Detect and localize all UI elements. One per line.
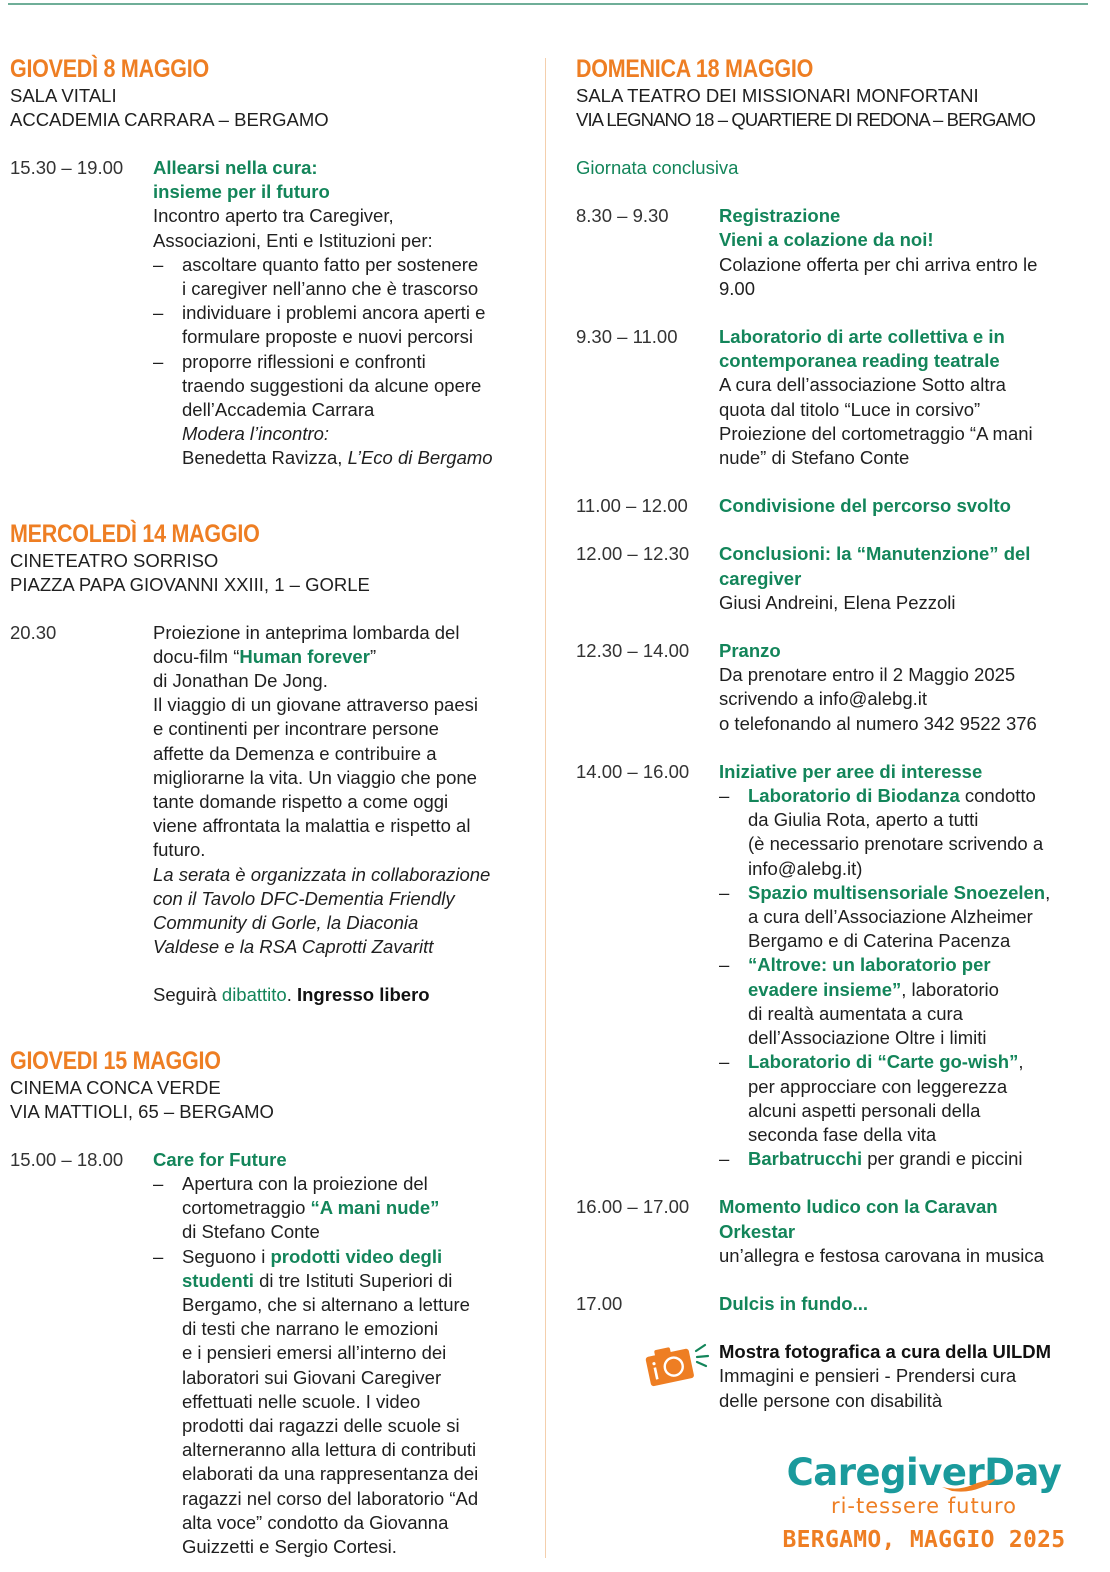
logo-city-date: BERGAMO, MAGGIO 2025: [782, 1527, 1066, 1553]
event-text: Proiezione del cortometraggio “A mani: [719, 422, 1033, 444]
bullet-text: Bergamo e di Caterina Pacenza: [748, 930, 1011, 952]
bullet-text: di realtà aumentata a cura: [748, 1002, 963, 1024]
section-label: Giornata conclusiva: [576, 157, 739, 178]
bullet-text: info@alebg.it): [748, 857, 863, 879]
event-time: 20.30: [10, 621, 57, 643]
day-title: GIOVEDÌ 8 MAGGIO: [10, 55, 209, 83]
bullet-text: prodotti dai ragazzi delle scuole si: [182, 1414, 460, 1436]
event: [576, 494, 1096, 518]
day-mercoledi-14: [10, 519, 540, 1008]
bullet-text: per approcciare con leggerezza: [748, 1075, 1008, 1097]
highlight: Laboratorio di Biodanza: [748, 785, 960, 807]
bullet-text: laboratori sui Giovani Caregiver: [182, 1366, 442, 1388]
caregiver-day-logo: [764, 1453, 1084, 1555]
bullet-text: e i pensieri emersi all’interno dei: [182, 1342, 447, 1364]
event-title: contemporanea reading teatrale: [719, 350, 1000, 372]
event-text: 9.00: [719, 277, 756, 299]
event-text: futuro.: [153, 839, 206, 861]
event: [576, 760, 1096, 1171]
event-note: Community di Gorle, la Diaconia: [153, 912, 419, 934]
text: ”: [369, 645, 377, 667]
event-note: La serata è organizzata in collaborazione: [153, 863, 491, 885]
event-text: viene affrontata la malattia e rispetto al: [153, 815, 471, 837]
text: .: [286, 984, 297, 1006]
event-time: 8.30 – 9.30: [576, 205, 669, 227]
event-title: Iniziative per aree di interesse: [719, 760, 983, 782]
event-time: 17.00: [576, 1292, 623, 1314]
film-title: Human forever: [239, 645, 370, 667]
event-text: Giusi Andreini, Elena Pezzoli: [719, 591, 956, 613]
event: [576, 204, 1096, 301]
dash-bullet: –: [153, 253, 164, 275]
dash-bullet: –: [719, 881, 730, 903]
event-text: o telefonando al numero 342 9522 376: [719, 712, 1037, 734]
bullet-text: (è necessario prenotare scrivendo a: [748, 833, 1044, 855]
venue-name: SALA VITALI: [10, 85, 117, 106]
event-text: Proiezione in anteprima lombarda del: [153, 621, 460, 643]
bullet-text: Apertura con la proiezione del: [182, 1172, 428, 1194]
event: [576, 1292, 1096, 1316]
bullet-text: seconda fase della vita: [748, 1123, 937, 1145]
venue-name: CINETEATRO SORRISO: [10, 549, 219, 571]
event-title: Orkestar: [719, 1220, 796, 1242]
bullet-text: di Stefano Conte: [182, 1221, 320, 1243]
text: ,: [1018, 1051, 1024, 1073]
dash-bullet: –: [719, 1148, 730, 1170]
venue-address: VIA LEGNANO 18 – QUARTIERE DI REDONA – BERGAMO: [576, 109, 1035, 130]
bullet-text: alta voce” condotto da Giovanna: [182, 1511, 449, 1533]
bullet-text: proporre riflessioni e confronti: [182, 350, 426, 372]
moderator-outlet: L’Eco di Bergamo: [347, 447, 493, 469]
event-title: Pranzo: [719, 640, 781, 662]
event-time: 11.00 – 12.00: [576, 495, 688, 517]
event-time: 12.00 – 12.30: [576, 543, 690, 565]
hand-icon: [940, 1475, 1000, 1493]
bullet-text: Guizzetti e Sergio Cortesi.: [182, 1535, 397, 1557]
event-time: 14.00 – 16.00: [576, 760, 690, 782]
venue-address: PIAZZA PAPA GIOVANNI XXIII, 1 – GORLE: [10, 573, 370, 595]
bullet-item: [719, 1147, 1096, 1171]
bullet-item: [153, 1172, 540, 1245]
event-note: Valdese e la RSA Caprotti Zavaritt: [153, 936, 434, 958]
exhibit-text: delle persone con disabilità: [719, 1389, 943, 1411]
moderator-name: Benedetta Ravizza,: [182, 447, 348, 469]
event: [576, 639, 1096, 736]
event-text: Da prenotare entro il 2 Maggio 2025: [719, 664, 1016, 686]
bullet-text: alcuni aspetti personali della: [748, 1099, 981, 1121]
highlight: Spazio multisensoriale Snoezelen: [748, 881, 1046, 903]
bullet-item: [153, 1245, 540, 1560]
bullet-text: da Giulia Rota, aperto a tutti: [748, 809, 979, 831]
event: [10, 156, 540, 471]
highlight: Laboratorio di “Carte go-wish”: [748, 1051, 1019, 1073]
event-text: A cura dell’associazione Sotto altra: [719, 374, 1006, 396]
event-text: e continenti per incontrare persone: [153, 718, 439, 740]
bullet-item: [153, 253, 540, 301]
debate-label: dibattito: [221, 984, 287, 1006]
dash-bullet: –: [153, 1172, 164, 1194]
column-divider: [545, 58, 546, 1558]
event: [10, 621, 540, 1008]
moderator: [153, 446, 540, 470]
right-column: [576, 54, 1096, 1413]
event-note: con il Tavolo DFC-Dementia Friendly: [153, 887, 455, 909]
exhibit-title: Mostra fotografica a cura della UILDM: [719, 1341, 1052, 1363]
event-time: 15.30 – 19.00: [10, 157, 124, 178]
event-text: tante domande rispetto a come oggi: [153, 791, 449, 813]
event-title: Allearsi nella cura:: [153, 157, 318, 178]
day-giovedi-8: [10, 54, 540, 471]
bullet-item: [719, 1050, 1096, 1147]
bullet-text: effettuati nelle scuole. I video: [182, 1390, 421, 1412]
text: per grandi e piccini: [862, 1148, 1023, 1170]
venue-name: SALA TEATRO DEI MISSIONARI MONFORTANI: [576, 85, 979, 106]
bullet-text: traendo suggestioni da alcune opere: [182, 374, 482, 396]
text: docu-film “: [153, 645, 240, 667]
event: [576, 1195, 1096, 1268]
bullet-text: a cura dell’Associazione Alzheimer: [748, 906, 1033, 928]
event-title: insieme per il futuro: [153, 181, 330, 203]
dash-bullet: –: [719, 1051, 730, 1073]
event-title: Momento ludico con la Caravan: [719, 1196, 998, 1218]
logo-wordmark: CaregiverDay: [786, 1451, 1062, 1494]
event: [576, 325, 1096, 470]
bullet-text: i caregiver nell’anno che è trascorso: [182, 278, 479, 300]
highlight: Barbatrucchi: [748, 1148, 863, 1170]
film-title: “A mani nude”: [310, 1197, 440, 1219]
day-title: DOMENICA 18 MAGGIO: [576, 55, 814, 83]
event-text: Colazione offerta per chi arriva entro le: [719, 253, 1038, 275]
bullet-item: [153, 350, 540, 423]
event-text: migliorarne la vita. Un viaggio che pone: [153, 766, 477, 788]
left-column: [10, 54, 540, 1559]
event-time: 15.00 – 18.00: [10, 1148, 124, 1170]
day-giovedi-15: [10, 1046, 540, 1559]
exhibit-text: Immagini e pensieri - Prendersi cura: [719, 1365, 1017, 1387]
event-footer: [153, 983, 540, 1007]
text: , laboratorio: [901, 978, 999, 1000]
bullet-text: individuare i problemi ancora aperti e: [182, 302, 486, 324]
bullet-text: Bergamo, che si alternano a letture: [182, 1293, 470, 1315]
venue-address: ACCADEMIA CARRARA – BERGAMO: [10, 109, 329, 130]
event-time: 16.00 – 17.00: [576, 1196, 690, 1218]
event-title: Condivisione del percorso svolto: [719, 495, 1011, 517]
day-title: MERCOLEDÌ 14 MAGGIO: [10, 519, 260, 548]
venue-name: CINEMA CONCA VERDE: [10, 1076, 221, 1098]
highlight: evadere insieme”: [748, 978, 902, 1000]
event-title: Care for Future: [153, 1148, 287, 1170]
text: ,: [1045, 881, 1051, 903]
bullet-item: [719, 881, 1096, 954]
moderator-label: Modera l’incontro:: [182, 423, 330, 445]
event-text: Associazioni, Enti e Istituzioni per:: [153, 229, 433, 251]
text: Seguirà: [153, 984, 222, 1006]
bullet-text: dell’Accademia Carrara: [182, 399, 375, 421]
bullet-text: dell’Associazione Oltre i limiti: [748, 1027, 987, 1049]
bullet-text: ragazzi nel corso del laboratorio “Ad: [182, 1487, 479, 1509]
event-time: 12.30 – 14.00: [576, 640, 690, 662]
photo-exhibit: [576, 1340, 1096, 1413]
event-text: di Jonathan De Jong.: [153, 670, 328, 692]
bullet-text: formulare proposte e nuovi percorsi: [182, 326, 474, 348]
event-title: Registrazione: [719, 205, 841, 227]
highlight: “Altrove: un laboratorio per: [748, 954, 991, 976]
event-text: scrivendo a info@alebg.it: [719, 688, 928, 710]
bullet-text: di testi che narrano le emozioni: [182, 1318, 439, 1340]
event-text: affette da Demenza e contribuire a: [153, 742, 437, 764]
event-title: Dulcis in fundo...: [719, 1292, 869, 1314]
top-rule: [8, 3, 1088, 5]
dash-bullet: –: [719, 785, 730, 807]
highlight: studenti: [182, 1269, 254, 1291]
event-text: quota dal titolo “Luce in corsivo”: [719, 398, 981, 420]
event-title: Laboratorio di arte collettiva e in: [719, 326, 1005, 348]
venue-address: VIA MATTIOLI, 65 – BERGAMO: [10, 1100, 274, 1122]
highlight: prodotti video degli: [270, 1245, 443, 1267]
dash-bullet: –: [153, 1245, 164, 1267]
bullet-item: [719, 953, 1096, 1050]
text: di tre Istituti Superiori di: [253, 1269, 453, 1291]
event-title: Conclusioni: la “Manutenzione” del: [719, 543, 1031, 565]
event-title: caregiver: [719, 567, 802, 589]
event-text: [153, 645, 540, 669]
bullet-text: alterneranno alla lettura di contributi: [182, 1439, 477, 1461]
bullet-text: elaborati da una rappresentanza dei: [182, 1463, 479, 1485]
text: cortometraggio: [182, 1197, 311, 1219]
camera-icon: [576, 1340, 719, 1412]
text: Seguono i: [182, 1245, 271, 1267]
event-text: nude” di Stefano Conte: [719, 447, 910, 469]
event-time: 9.30 – 11.00: [576, 326, 678, 348]
bullet-item: [153, 301, 540, 349]
day-title: GIOVEDI 15 MAGGIO: [10, 1046, 221, 1075]
event: [576, 542, 1096, 615]
event-text: un’allegra e festosa carovana in musica: [719, 1244, 1044, 1266]
event-text: Il viaggio di un giovane attraverso paesi: [153, 694, 478, 716]
dash-bullet: –: [153, 302, 164, 324]
text: condotto: [959, 785, 1036, 807]
free-entry-label: Ingresso libero: [296, 984, 430, 1006]
dash-bullet: –: [719, 954, 730, 976]
event-subtitle: Vieni a colazione da noi!: [719, 229, 934, 251]
dash-bullet: –: [153, 350, 164, 372]
bullet-item: [719, 784, 1096, 881]
bullet-text: ascoltare quanto fatto per sostenere: [182, 253, 479, 275]
event: [10, 1148, 540, 1559]
logo-tagline: ri-tessere futuro: [830, 1494, 1018, 1518]
event-text: Incontro aperto tra Caregiver,: [153, 205, 394, 227]
